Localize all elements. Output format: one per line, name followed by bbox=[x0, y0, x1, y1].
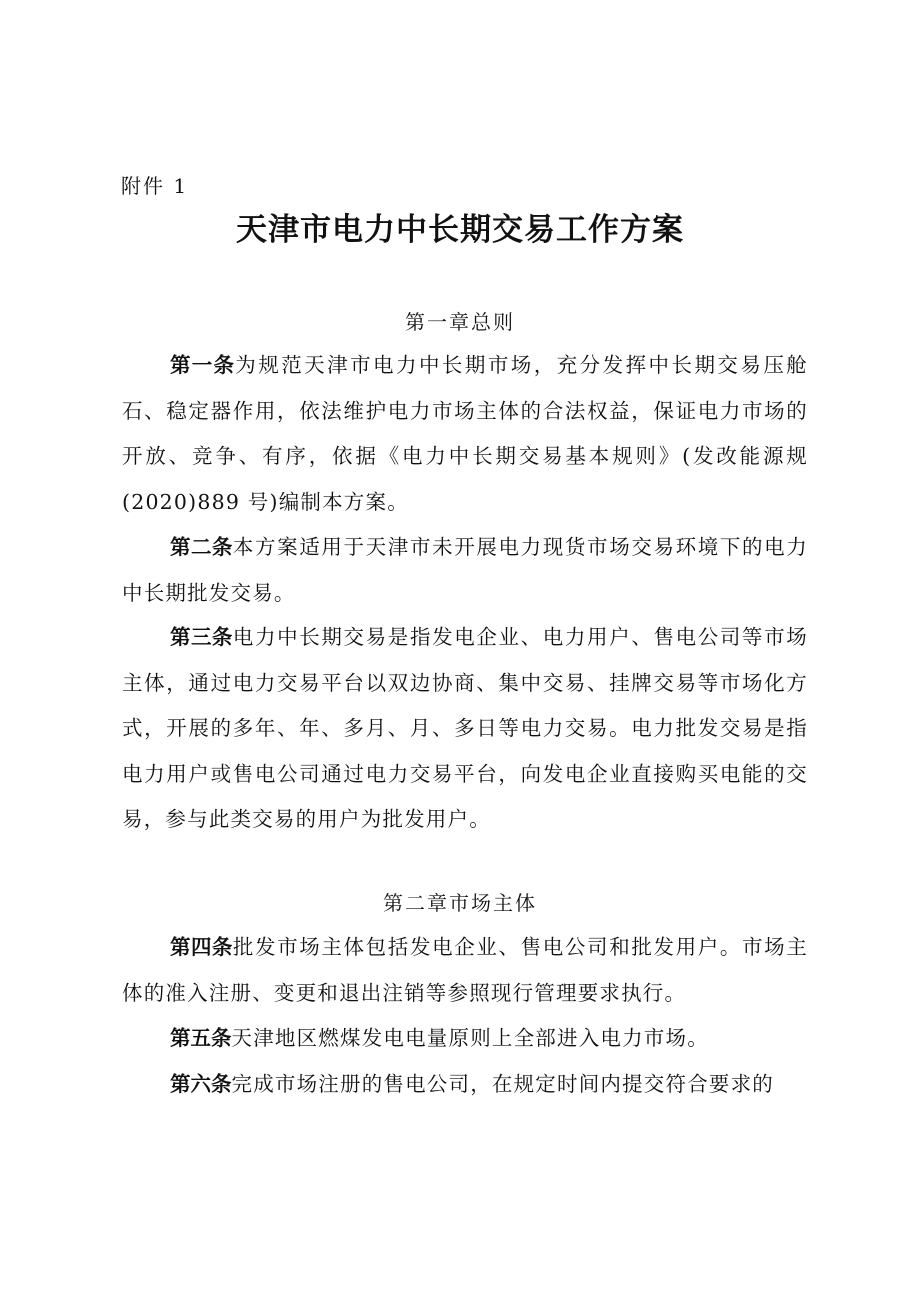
article-label: 第一条 bbox=[170, 353, 236, 377]
article-label: 第二条 bbox=[170, 535, 233, 559]
article-text: 完成市场注册的售电公司，在规定时间内提交符合要求的 bbox=[231, 1072, 774, 1096]
article-paragraph bbox=[122, 925, 808, 1016]
article-label: 第六条 bbox=[170, 1072, 232, 1096]
article-text: 电力中长期交易是指发电企业、电力用户、售电公司等市场主体，通过电力交易平台以双边协商、集中交易、挂牌交易等市场化方式，开展的多年、年、多月、月、多日等电力交易。电力批发交易是指电力用户或售电公司通过电力交易平台，向发电企业直接购买电能的交易，参与此类交易的用户为批发用户。 bbox=[122, 625, 809, 831]
chapter-heading: 第一章总则 bbox=[405, 310, 515, 334]
article-paragraph bbox=[122, 343, 808, 525]
chapter-heading: 第二章市场主体 bbox=[383, 891, 537, 915]
article-paragraph bbox=[122, 525, 808, 616]
article-paragraph bbox=[122, 615, 808, 843]
article-paragraph bbox=[122, 1062, 808, 1108]
article-paragraph bbox=[122, 1016, 808, 1062]
article-text: 批发市场主体包括发电企业、售电公司和批发用户。市场主体的准入注册、变更和退出注销等参照现行管理要求执行。 bbox=[122, 935, 809, 1005]
article-text: 为规范天津市电力中长期市场，充分发挥中长期交易压舱石、稳定器作用，依法维护电力市场主体的合法权益，保证电力市场的开放、竞争、有序，依据《电力中长期交易基本规则》(发改能源规(2020)889 号)编制本方案。 bbox=[122, 353, 809, 514]
attachment-label: 附件 1 bbox=[121, 174, 189, 198]
article-label: 第三条 bbox=[170, 625, 233, 649]
article-text: 天津地区燃煤发电电量原则上全部进入电力市场。 bbox=[231, 1026, 709, 1050]
article-label: 第五条 bbox=[170, 1026, 232, 1050]
document-title: 天津市电力中长期交易工作方案 bbox=[236, 212, 684, 248]
article-label: 第四条 bbox=[170, 935, 233, 959]
article-text: 本方案适用于天津市未开展电力现货市场交易环境下的电力中长期批发交易。 bbox=[122, 535, 809, 605]
